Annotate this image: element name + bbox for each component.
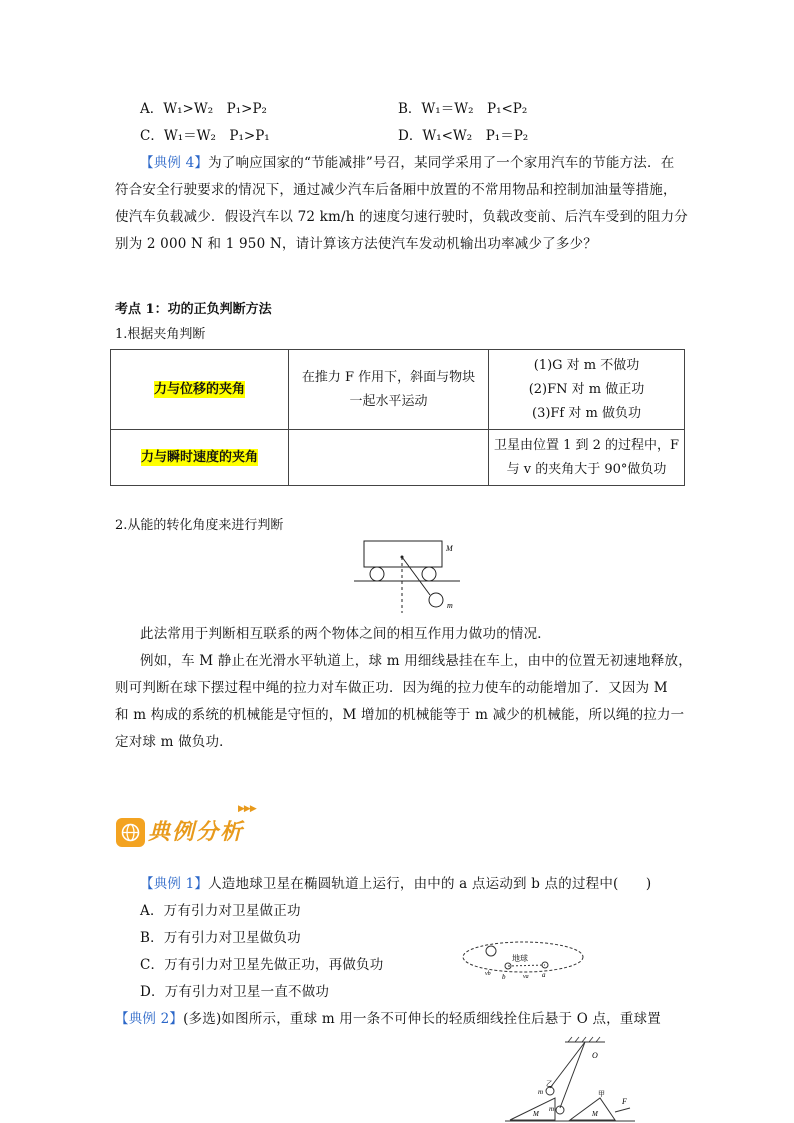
- label-earth: 地球: [512, 954, 528, 963]
- option-c: C．W₁＝W₂ P₁>P₁: [140, 128, 270, 144]
- option-a: A．W₁>W₂ P₁>P₂: [140, 101, 267, 117]
- label-yi: 乙: [546, 1081, 553, 1088]
- example2-stem: 【典例 2】(多选)如图所示，重球 m 用一条不可伸长的轻质细线拴住后悬于 O 点，重球置: [115, 1011, 661, 1027]
- car-pendulum-figure: [350, 535, 470, 615]
- orbit-figure: [460, 935, 595, 985]
- example4-line2: 符合安全行驶要求的情况下，通过减少汽车后备厢中放置的不常用物品和控制加油量等措施，: [115, 182, 677, 198]
- para1: 此法常用于判断相互联系的两个物体之间的相互作用力做功的情况．: [140, 626, 551, 642]
- kaodian-sub1: 1.根据夹角判断: [115, 327, 206, 342]
- table-row: 力与瞬时速度的夹角 卫星由位置 1 到 2 的过程中，F 与 v 的夹角大于 90°做负功: [111, 430, 685, 486]
- table-row: 力与位移的夹角 在推力 F 作用下，斜面与物块 一起水平运动 (1)G 对 m 不做功 (2)FN 对 m 做正功 (3)Ff 对 m 做负功: [111, 350, 685, 430]
- row1-label: 力与位移的夹角: [153, 381, 245, 397]
- kaodian-sub2: 2.从能的转化角度来进行判断: [115, 518, 284, 533]
- kaodian-title: 考点 1：功的正负判断方法: [115, 302, 272, 317]
- label-jia: 甲: [598, 1091, 605, 1098]
- judgement-table: [110, 349, 685, 486]
- label-m1: m: [538, 1088, 544, 1096]
- label-O: O: [592, 1051, 598, 1060]
- example4-line4: 别为 2 000 N 和 1 950 N，请计算该方法使汽车发动机输出功率减少了多少？: [115, 236, 597, 252]
- label-va: va: [523, 974, 529, 980]
- arrow-decoration-icon: ▶▶▶: [238, 804, 256, 814]
- pendulum-incline-figure: [500, 1036, 640, 1123]
- globe-icon: [116, 818, 145, 847]
- label-F: F: [622, 1097, 627, 1106]
- label-b: b: [502, 973, 506, 981]
- para2-line4: 定对球 m 做负功．: [115, 734, 233, 750]
- option-b: B．W₁＝W₂ P₁<P₂: [398, 101, 528, 117]
- example2-tag: 【典例 2】: [115, 1011, 184, 1027]
- example1-stem: 【典例 1】人造地球卫星在椭圆轨道上运行，由中的 a 点运动到 b 点的过程中( ): [140, 876, 652, 892]
- label-m: m: [447, 601, 453, 610]
- example1-option-b: B．万有引力对卫星做负功: [140, 930, 301, 946]
- example4-line3: 使汽车负载减少．假设汽车以 72 km/h 的速度匀速行驶时，负载改变前、后汽车受到的阻力分: [115, 209, 688, 225]
- example1-tag: 【典例 1】: [140, 876, 209, 892]
- example4-line1: 【典例 4】为了响应国家的“节能减排”号召，某同学采用了一个家用汽车的节能方法．在: [140, 155, 675, 171]
- label-a: a: [542, 971, 546, 979]
- example4-tag: 【典例 4】: [140, 155, 209, 171]
- para2-line2: 则可判断在球下摆过程中绳的拉力对车做正功．因为绳的拉力使车的动能增加了．又因为 M: [115, 680, 668, 696]
- label-vb: vb: [485, 971, 491, 977]
- option-d: D．W₁<W₂ P₁＝P₂: [398, 128, 529, 144]
- label-m2: m: [549, 1105, 555, 1113]
- example1-option-d: D．万有引力对卫星一直不做功: [140, 984, 330, 1000]
- label-M1: M: [533, 1110, 539, 1118]
- example1-option-a: A．万有引力对卫星做正功: [140, 903, 301, 919]
- para2-line1: 例如，车 M 静止在光滑水平轨道上，球 m 用细线悬挂在车上，由中的位置无初速地释放，: [140, 653, 692, 669]
- row2-label: 力与瞬时速度的夹角: [140, 449, 258, 465]
- para2-line3: 和 m 构成的系统的机械能是守恒的，M 增加的机械能等于 m 减少的机械能，所以绳的拉力一: [115, 707, 685, 723]
- label-M: M: [446, 544, 453, 553]
- label-M2: M: [592, 1110, 598, 1118]
- example1-option-c: C．万有引力对卫星先做正功，再做负功: [140, 957, 384, 973]
- section-title: 典例分析: [148, 820, 245, 845]
